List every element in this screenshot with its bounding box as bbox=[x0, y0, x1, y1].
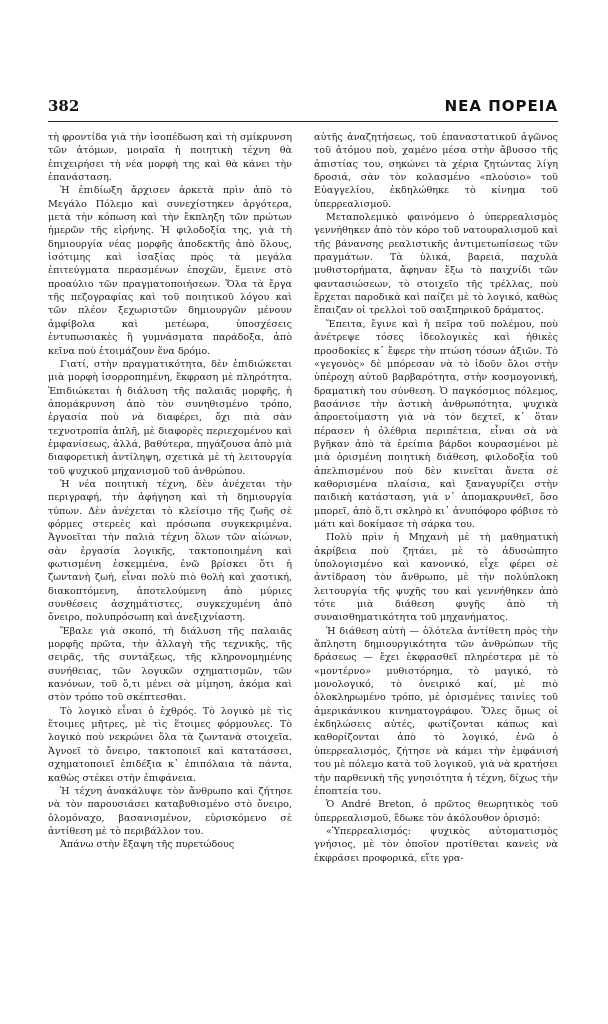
paragraph: Ἡ διάθεση αὐτὴ — ὁλότελα ἀντίθετη πρὸς τὴν ἄπληστη δημιουργικότητα τῶν ἀνθρώπων τῆς δράσεως — ἔχει ἐκφρασθεῖ πληρέστερα μὲ τὸ «μοντέρνο» μυθιστόρημα, τὸ μαγικό, τὸ μονολογικό, τὸ ὀνειρικό καί, μὲ πιὸ ὁλοκληρωμένο τρόπο, μὲ ὁρισμένες ταινίες τοῦ ἀμερικάνικου κινηματογράφου. Ὅλες ὅμως οἱ ἐκδηλώσεις αὐτές, φωτίζονται κάπως καὶ καθορίζονται ἀπὸ τὸ λογικό, ἐνῶ ὁ ὑπερρεαλισμός, ζήτησε νὰ κάμει τὴν ἐμφάνισή του μὲ πόλεμο κατὰ τοῦ λογικοῦ, γιὰ νὰ κρατήσει τὴν παρθενικὴ τῆς γνησιότητα ἡ τέχνη, δίχως τὴν ἐποπτεία του. bbox=[314, 625, 558, 797]
paragraph: Ἡ τέχνη ἀνακάλυψε τὸν ἄνθρωπο καὶ ζήτησε νὰ τὸν παρουσιάσει καταβυθισμένο στὸ ὄνειρο, ὁλομόναχο, βασανισμένον, εὑρισκόμενο σὲ ἀντίθεση μὲ τὸ περιβάλλον του. bbox=[48, 785, 292, 837]
paragraph: Πολὺ πρὶν ἡ Μηχανὴ μὲ τὴ μαθηματικὴ ἀκρίβεια ποὺ ζητάει, μὲ τὸ ἀδυσώπητο ὑπολογισμένο καὶ κανονικό, εἶχε φέρει σὲ ἀντίδραση τὸν ἄνθρωπο, μὲ τὴν πολύπλοκη λειτουργία τῆς ψυχῆς του καὶ γεννήθηκεν ἀπὸ τότε μιὰ διάθεση φυγῆς ἀπὸ τὴ συναισθηματικότητα τοῦ μηχανήματος. bbox=[314, 532, 558, 624]
header-rule bbox=[48, 121, 558, 122]
paragraph: Ἔβαλε γιὰ σκοπό, τὴ διάλυση τῆς παλαιᾶς μορφῆς πρῶτα, τὴν ἀλλαγὴ τῆς τεχνικῆς, τῆς σειρᾶς, τῆς συντάξεως, τῆς κληρονομημένης συνήθειας, τῶν λογικῶν σχηματισμῶν, τῶν κανόνων, τοῦ ὅ,τι μένει σὰ μίμηση, ἀκόμα καὶ στὸν τρόπο τοῦ σκέπτεσθαι. bbox=[48, 625, 292, 704]
page-number: 382 bbox=[48, 97, 80, 115]
paragraph: Ἀπάνω στὴν ἔξαψη τῆς πυρετώδους bbox=[60, 839, 235, 851]
paragraph: Ὁ André Breton, ὁ πρῶτος θεωρητικὸς τοῦ ὑπερρεαλισμοῦ, ἔδωκε τὸν ἀκόλουθον ὁρισμό: bbox=[314, 799, 558, 824]
paragraph: Μεταπολεμικὸ φαινόμενο ὁ ὑπερρεαλισμὸς γεννήθηκεν ἀπὸ τὸν κόρο τοῦ νατουραλισμοῦ καὶ τῆς βάνανσης ρεαλιστικῆς ἀντιμετωπίσεως τῶν πραγμάτων. Τὰ ὑλικά, βαρειά, παχυλὰ μυθιστορήματα, ἄφηναν ἔξω τὸ παιχνίδι τῶν φαντασιώσεων, τὸ στοιχεῖο τῆς τρέλλας, ποὺ ἔρχεται παροδικὰ καὶ παίζει μὲ τὸ λογικό, καθὼς ἔπαιζαν οἱ τρελλοὶ τοῦ σαιξπηρικοῦ δράματος. bbox=[314, 212, 558, 317]
paragraph: Τὸ λογικὸ εἶναι ὁ ἐχθρός. Τὸ λογικὸ μὲ τὶς ἕτοιμες μῆτρες, μὲ τὶς ἕτοιμες φόρμουλες. Τὸ λογικὸ ποὺ νεκρώνει ὅλα τὰ ζωντανὰ στοιχεῖα. Ἀγνοεῖ τὸ ὄνειρο, τακτοποιεῖ καὶ κατατάσσει, σχηματοποιεῖ ἐπιδέξια κ᾿ ἐπιπόλαια τὰ πάντα, καθὼς στέκει στὴν ἐπιφάνεια. bbox=[48, 705, 292, 784]
paragraph: Γιατί, στὴν πραγματικότητα, δὲν ἐπιδιώκεται μιὰ μορφὴ ἰσορροπημένη, ἔκφραση μὲ πληρότητα. Ἐπιδιώκεται ἡ διάλυση τῆς παλαιᾶς μορφῆς, ἡ ἀπομάκρυνση ἀπὸ τὸν συνηθισμένο τρόπο, ἐργασία ποὺ νὰ διαφέρει, ὄχι πιὰ σὰν τεχνοτροπία ἁπλῆ, μὲ διαφορὲς περιεχομένου καὶ ἐμφανίσεως, ἀλλά, βαθύτερα, πηγάζουσα ἀπὸ μιὰ διαφορετικὴ ἀντίληψη, σχετικὰ μὲ τὴ λειτουργία τοῦ ψυχικοῦ μηχανισμοῦ τοῦ ἀνθρώπου. bbox=[48, 358, 292, 477]
journal-title: ΝΕΑ ΠΟΡΕΙΑ bbox=[444, 97, 558, 115]
running-header bbox=[48, 97, 558, 117]
paragraph: Ἡ ἐπιδίωξη ἄρχισεν ἀρκετὰ πρὶν ἀπὸ τὸ Μεγάλο Πόλεμο καὶ συνεχίστηκεν ἀργότερα, μετὰ τὴν κόπωση καὶ τὴν ἔκπληξη τῶν πρώτων ἡμερῶν τῆς εἰρήνης. Ἡ φιλοδοξία της, γιὰ τὴ δημιουργία νέας μορφῆς ἀποδεκτῆς ἀπὸ ὅλους, ἰσότιμης καὶ ἰσαξίας πρὸς τὰ μεγάλα ἐπιτεύγματα περασμένων ἐποχῶν, ἔμεινε στὸ προαύλιο τῶν πραγματοποιήσεων. Ὅλα τὰ ἔργα τῆς πεζογραφίας καὶ τοῦ ποιητικοῦ λόγου καὶ τῶν πλέον ξεχωριστῶν δημιουργῶν μένουν ἀμφίβολα καὶ μετέωρα, ὑποσχέσεις ἐντυπωσιακὲς ἢ γυμνάσματα παράδοξα, ἀπὸ κεῖνα ποὺ ἑτοιμάζουν ἕνα δρόμο. bbox=[48, 185, 292, 357]
right-column bbox=[314, 131, 558, 865]
paragraph: τὴ φροντίδα γιὰ τὴν ἰσοπέδωση καὶ τὴ σμίκρυνση τῶν ἀτόμων, μοιραῖα ἡ ποιητικὴ τέχνη θὰ ἐπιχειρήσει τὴ νέα μορφὴ της καὶ θὰ κάνει τὴν ἐπανάσταση. bbox=[48, 132, 292, 184]
paragraph: αὐτῆς ἀναζητήσεως, τοῦ ἐπαναστατικοῦ ἀγῶνος τοῦ ἀτόμου ποὺ, χαμένο μέσα στὴν ἄβυσσο τῆς ἀπιστίας του, σηκώνει τὰ χέρια ζητώντας λίγη δροσιά, σὰν τὸν κολασμένο «πλούσιο» τοῦ Εὐαγγελίου, ἐκδηλώθηκε τὸ κίνημα τοῦ ὑπερρεαλισμοῦ. bbox=[314, 132, 558, 210]
paragraph: «Ὑπερρεαλισμός: ψυχικὸς αὐτοματισμὸς γνήσιος, μὲ τὸν ὁποῖον προτίθεται κανεὶς νὰ ἐκφράσει προφορικά, εἴτε γρα- bbox=[314, 825, 558, 864]
paragraph: Ἔπειτα, ἔγινε καὶ ἡ πεῖρα τοῦ πολέμου, ποὺ ἀνέτρεψε τόσες ἰδεολογικὲς καὶ ἠθικὲς προσδοκίες κ᾿ ἔφερε τὴν πτώση τόσων ἀξιῶν. Τὸ «γεγονὸς» δὲ μπόρεσαν νὰ τὸ ἰδοῦν ὅλοι στὴν ὑπέροχη αὐτοῦ βαρβαρότητα, στὴν κοσμογονική, δραματικὴ του σύνθεση. Ὁ παγκόσμιος πόλεμος, βασάνισε τὴν ἀστικὴ ἀνθρωπότητα, ψυχικὰ ἀπροετοίμαστη γιὰ νὰ τὸν δεχτεῖ, κ᾿ ὅταν πέρασεν ἡ ὀλέθρια περιπέτεια, εἶναι σὰ νὰ βγῆκαν ἀπὸ τὰ ἐρείπια βάρδοι κουρασμένοι μὲ μιὰ ὁρισμένη ποιητικὴ διάθεση, φιλοδοξία τοῦ ἀπελπισμένου ποὺ δὲν κινεῖται ἄνετα σὲ καθορισμένα πλαίσια, καὶ ξαναγυρίζει στὴν παιδικὴ κατάσταση, γιὰ ν᾿ ἀπομακρυνθεῖ, ὅσο μπορεῖ, ἀπὸ ὅ,τι σκληρὸ κι᾿ ἀνυπόφορο φόβισε τὸ μάτι καὶ δοκίμασε τὴ σάρκα του. bbox=[314, 318, 558, 530]
left-column bbox=[48, 131, 292, 852]
paragraph: Ἡ νέα ποιητικὴ τέχνη, δὲν ἀνέχεται τὴν περιγραφή, τὴν ἀφήγηση καὶ τὴ δημιουργία τύπων. Δὲν ἀνέχεται τὸ κλείσιμο τῆς ζωῆς σὲ φόρμες στερεὲς καὶ πρόσωπα συγκεκριμένα. Ἀγνοεῖται τὴν παλιὰ τέχνη ὅλων τῶν αἰώνων, σὰν ἐργασία λογικῆς, τακτοποιημένη καὶ φωτισμένη ἐσκεμμένα, ἐνῶ βρίσκει ὅτι ἡ ζωντανὴ ζωή, εἶναι πολὺ πιὸ θολὴ καὶ χαοτική, διακοπτόμενη, ἀποτελούμενη ἀπὸ μύριες συνθέσεις ἀσχημάτιστες, συγκεχυμένη ἀπὸ ὄνειρο, πολυπρόσωπη καὶ ἀνεξιχνίαστη. bbox=[48, 478, 292, 624]
